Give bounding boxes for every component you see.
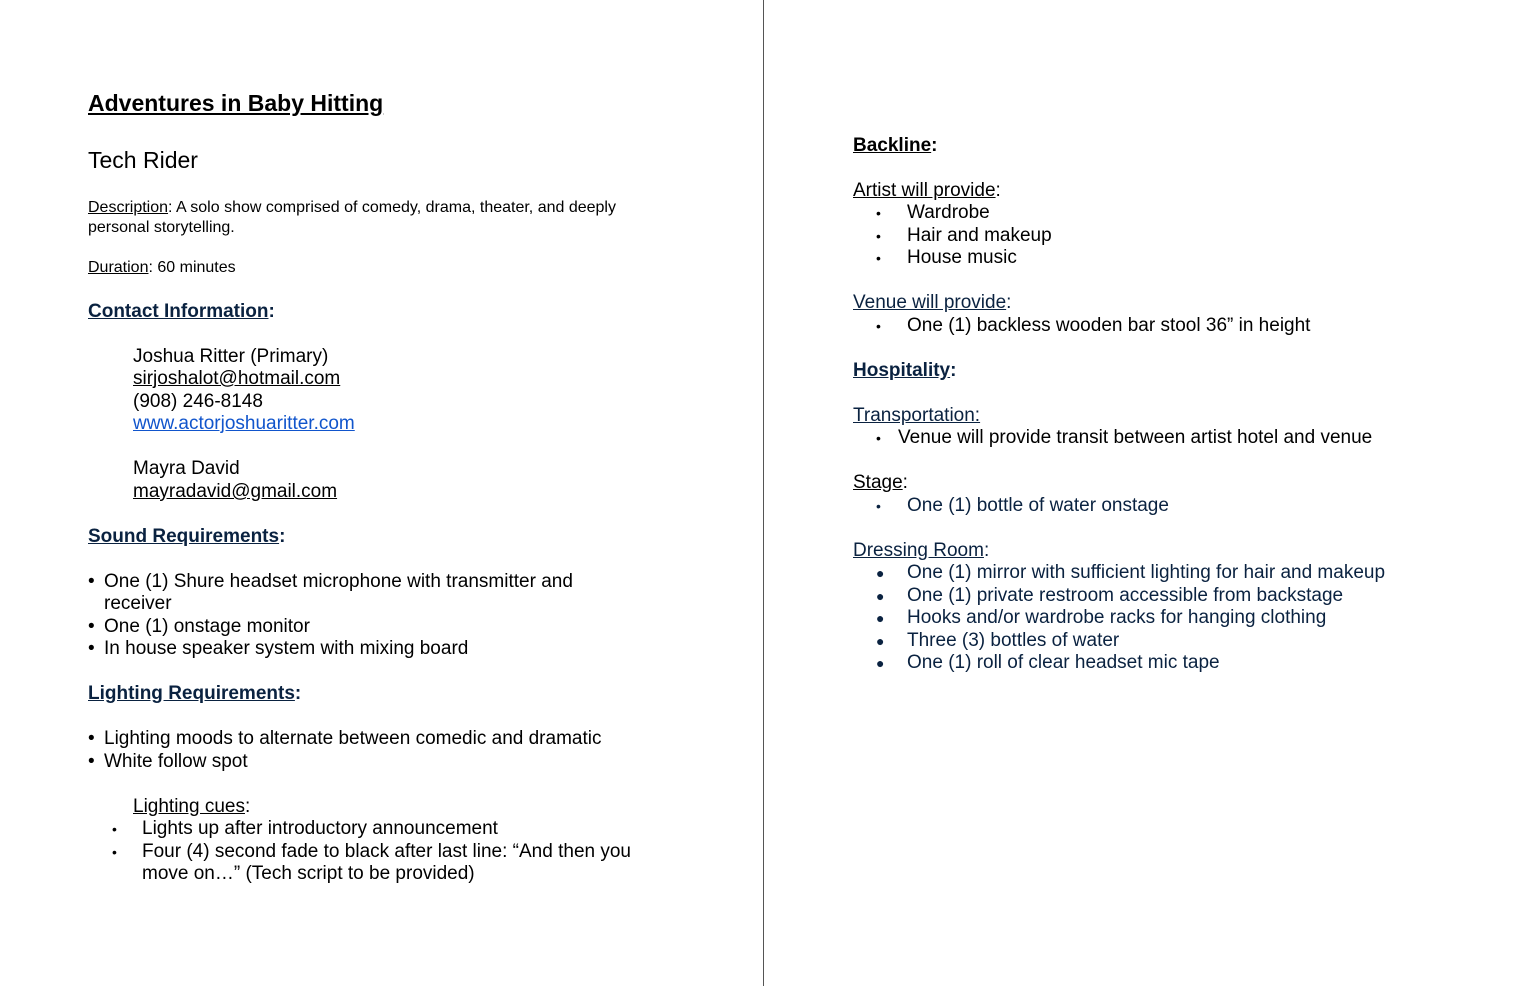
dressing-item-4: Three (3) bottles of water <box>907 630 1120 651</box>
cue-item-1: Lights up after introductory announcement <box>142 818 498 839</box>
sound-item-2: One (1) onstage monitor <box>104 616 310 637</box>
artist-item-3: House music <box>907 247 1017 268</box>
sound-item-1: One (1) Shure headset microphone with transmitter and <box>104 571 573 592</box>
lighting-item-2: White follow spot <box>104 751 248 772</box>
dressing-item-5: One (1) roll of clear headset mic tape <box>907 652 1220 673</box>
list-item: • In house speaker system with mixing board <box>88 638 469 659</box>
dressing-room-label: Dressing Room: <box>853 540 990 561</box>
dressing-item-3: Hooks and/or wardrobe racks for hanging clothing <box>907 607 1327 628</box>
contact-heading: Contact Information: <box>88 301 275 322</box>
artist-provide-label: Artist will provide: <box>853 180 1001 201</box>
description-text: : A solo show comprised of comedy, drama, theater, and deeply <box>168 199 616 216</box>
list-item: • Hair and makeup <box>876 225 1052 246</box>
contact1-name: Joshua Ritter (Primary) <box>133 346 329 367</box>
dressing-item-2: One (1) private restroom accessible from backstage <box>907 585 1344 606</box>
description-label: Description <box>88 199 169 216</box>
list-item: • Four (4) second fade to black after last line: “And then you <box>112 841 631 862</box>
cue-item-2: Four (4) second fade to black after last line: “And then you <box>142 841 631 862</box>
contact-heading-text: Contact Information <box>88 301 269 322</box>
hospitality-heading-text: Hospitality <box>853 360 951 381</box>
list-item: • House music <box>876 247 1017 268</box>
lighting-item-1: Lighting moods to alternate between comedic and dramatic <box>104 728 602 749</box>
venue-item-1: One (1) backless wooden bar stool 36” in height <box>907 315 1311 336</box>
list-item: • Wardrobe <box>876 202 990 223</box>
contact1-email[interactable]: sirjoshalot@hotmail.com <box>133 368 341 389</box>
contact1-website-link[interactable]: www.actorjoshuaritter.com <box>133 413 355 434</box>
backline-heading: Backline: <box>853 135 938 156</box>
list-item: • Venue will provide transit between artist hotel and venue <box>876 427 1373 448</box>
lighting-heading: Lighting Requirements: <box>88 683 302 704</box>
list-item: • One (1) bottle of water onstage <box>876 495 1169 516</box>
hospitality-heading: Hospitality: <box>853 360 957 381</box>
list-item: • One (1) backless wooden bar stool 36” in height <box>876 315 1311 336</box>
stage-label-text: Stage <box>853 472 903 493</box>
list-item: ● Three (3) bottles of water <box>876 630 1120 651</box>
description-line-1 <box>88 199 616 217</box>
backline-heading-text: Backline <box>853 135 932 156</box>
artist-item-2: Hair and makeup <box>907 225 1052 246</box>
transport-item-1: Venue will provide transit between artist hotel and venue <box>898 427 1373 448</box>
sound-heading: Sound Requirements: <box>88 526 286 547</box>
lighting-heading-text: Lighting Requirements <box>88 683 295 704</box>
duration <box>88 259 236 277</box>
doc-title: Adventures in Baby Hitting <box>88 90 384 116</box>
duration-label: Duration <box>88 259 149 276</box>
document-page-right <box>764 0 1529 986</box>
list-item: • Lighting moods to alternate between comedic and dramatic <box>88 728 602 749</box>
contact2-name: Mayra David <box>133 458 240 479</box>
lighting-cues-label: Lighting cues: <box>133 796 251 817</box>
list-item: ● One (1) mirror with sufficient lighting for hair and makeup <box>876 562 1386 583</box>
dressing-item-1: One (1) mirror with sufficient lighting for hair and makeup <box>907 562 1386 583</box>
artist-provide-label-text: Artist will provide <box>853 180 996 201</box>
transportation-label: Transportation: <box>853 405 981 426</box>
stage-label: Stage: <box>853 472 908 493</box>
list-item-continuation: move on…” (Tech script to be provided) <box>142 863 475 884</box>
contact2-email[interactable]: mayradavid@gmail.com <box>133 481 338 502</box>
dressing-room-label-text: Dressing Room <box>853 540 984 561</box>
description-line-2: personal storytelling. <box>88 219 235 236</box>
lighting-cues-label-text: Lighting cues <box>133 796 245 817</box>
venue-provide-label-text: Venue will provide <box>853 292 1007 313</box>
list-item: ● Hooks and/or wardrobe racks for hanging clothing <box>876 607 1327 628</box>
duration-value: : 60 minutes <box>148 259 236 276</box>
list-item: • One (1) onstage monitor <box>88 616 310 637</box>
sound-heading-text: Sound Requirements <box>88 526 280 547</box>
artist-item-1: Wardrobe <box>907 202 990 223</box>
venue-provide-label: Venue will provide: <box>853 292 1012 313</box>
list-item: • One (1) Shure headset microphone with transmitter and <box>88 571 573 592</box>
contact1-phone: (908) 246-8148 <box>133 391 263 412</box>
list-item: • White follow spot <box>88 751 248 772</box>
doc-subtitle: Tech Rider <box>88 147 198 173</box>
list-item-continuation: receiver <box>104 593 172 614</box>
list-item: • Lights up after introductory announcement <box>112 818 498 839</box>
sound-item-3: In house speaker system with mixing board <box>104 638 469 659</box>
list-item: ● One (1) roll of clear headset mic tape <box>876 652 1220 673</box>
list-item: ● One (1) private restroom accessible from backstage <box>876 585 1344 606</box>
document-page-left <box>0 0 763 986</box>
stage-item-1: One (1) bottle of water onstage <box>907 495 1169 516</box>
